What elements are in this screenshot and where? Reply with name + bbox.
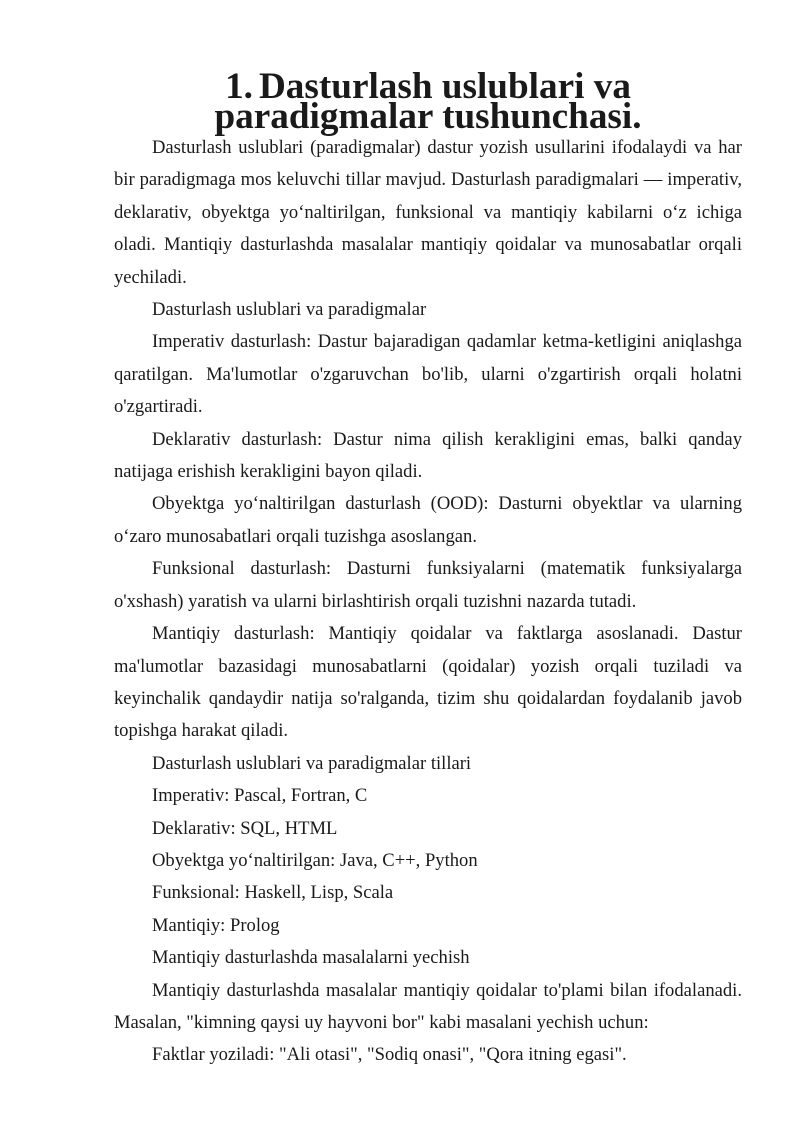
section-number: 1. bbox=[225, 66, 253, 107]
paragraph: Dasturlash uslublari va paradigmalar bbox=[152, 299, 427, 321]
paragraph: Mantiqiy: Prolog bbox=[152, 914, 280, 936]
document-page bbox=[114, 66, 742, 1072]
paragraph: Dasturlash uslublari (paradigmalar) dastur yozish usullarini ifodalaydi va har bir paradigmaga mos keluvchi tillar mavjud. Dasturlash paradigmalari — imperativ, deklarativ, obyektga yo‘naltirilgan, funksional va mantiqiy kabilarni o‘z ichiga oladi. Mantiqiy dasturlashda masalalar mantiqiy qoidalar va munosabatlar orqali yechiladi. bbox=[114, 137, 742, 288]
paragraph: Obyektga yo‘naltirilgan dasturlash (OOD): Dasturni obyektlar va ularning o‘zaro munosabatlari orqali tuzishga asoslangan. bbox=[114, 493, 742, 547]
section-title-text: Dasturlash uslublari va paradigmalar tushunchasi. bbox=[214, 66, 642, 137]
paragraph: Mantiqiy dasturlashda masalalarni yechish bbox=[152, 947, 470, 969]
paragraph: Mantiqiy dasturlashda masalalar mantiqiy qoidalar to'plami bilan ifodalanadi. Masalan, "kimning qaysi uy hayvoni bor" kabi masalani yechish uchun: bbox=[114, 979, 742, 1033]
body-text bbox=[114, 132, 742, 1072]
paragraph: Faktlar yoziladi: "Ali otasi", "Sodiq onasi", "Qora itning egasi". bbox=[152, 1044, 627, 1066]
paragraph: Deklarativ dasturlash: Dastur nima qilish kerakligini emas, balki qanday natijaga erishish kerakligini bayon qiladi. bbox=[114, 428, 742, 483]
paragraph: Imperativ: Pascal, Fortran, C bbox=[152, 785, 368, 807]
paragraph: Dasturlash uslublari va paradigmalar tillari bbox=[152, 752, 472, 774]
paragraph: Funksional: Haskell, Lisp, Scala bbox=[152, 882, 394, 904]
paragraph: Mantiqiy dasturlash: Mantiqiy qoidalar va faktlarga asoslanadi. Dastur ma'lumotlar bazasidagi munosabatlarni (qoidalar) yozish orqali tuziladi va keyinchalik qandaydir natija so'ralganda, tizim shu qoidalardan foydalanib javob topishga harakat qiladi. bbox=[114, 623, 742, 742]
paragraph: Funksional dasturlash: Dasturni funksiyalarni (matematik funksiyalarga o'xshash) yaratish va ularni birlashtirish orqali tuzishni nazarda tutadi. bbox=[114, 558, 742, 612]
section-title bbox=[114, 66, 742, 137]
paragraph: Obyektga yo‘naltirilgan: Java, C++, Python bbox=[152, 849, 478, 871]
paragraph: Imperativ dasturlash: Dastur bajaradigan qadamlar ketma-ketligini aniqlashga qaratilgan. Ma'lumotlar o'zgaruvchan bo'lib, ularni o'zgartirish orqali holatni o'zgartiradi. bbox=[114, 331, 742, 418]
paragraph: Deklarativ: SQL, HTML bbox=[152, 817, 338, 839]
